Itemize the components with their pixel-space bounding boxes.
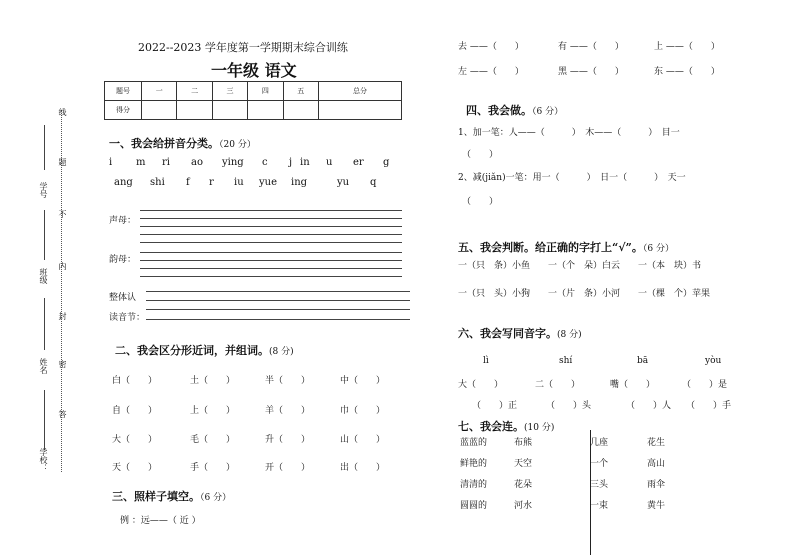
score-input-cell[interactable] [283, 101, 318, 120]
word-item[interactable]: 升（ ） [265, 435, 311, 445]
word-item[interactable]: 大（ ） [112, 435, 158, 445]
yunmu-label: 韵母： [109, 255, 137, 265]
pinyin-hint: shí [559, 356, 573, 366]
fold-char-2: 题 [58, 158, 67, 166]
match-word[interactable]: 三头 [590, 480, 609, 490]
score-cell: 总分 [319, 82, 402, 101]
score-cell: 四 [248, 82, 283, 101]
answer-line[interactable] [140, 234, 402, 235]
score-cell: 得分 [105, 101, 142, 120]
match-word[interactable]: 鲜艳的 [460, 459, 488, 469]
match-word[interactable]: 黄牛 [647, 501, 666, 511]
answer-line[interactable] [140, 242, 402, 243]
pinyin-hint: bā [637, 356, 649, 366]
antonym-item[interactable]: 黑 ——（ ） [558, 67, 624, 77]
sec4-q1-blank[interactable]: （ ） [462, 150, 499, 160]
name-blank [44, 298, 45, 350]
student-no-label: 学号 [39, 182, 48, 198]
word-item[interactable]: 土（ ） [190, 376, 236, 386]
match-word[interactable]: 雨伞 [647, 480, 666, 490]
pinyin: g [383, 157, 390, 168]
word-item[interactable]: 自（ ） [112, 406, 158, 416]
homophone-item[interactable]: （ ）正 [472, 401, 518, 411]
answer-line[interactable] [140, 268, 402, 269]
sec5-row1[interactable]: 一（只 条）小鱼 一（个 朵）白云 一（本 块）书 [458, 261, 702, 271]
homophone-item[interactable]: （ ）人 [626, 401, 672, 411]
word-item[interactable]: 中（ ） [340, 376, 386, 386]
score-cell: 二 [177, 82, 212, 101]
homophone-item[interactable]: （ ）是 [682, 380, 728, 390]
match-word[interactable]: 花生 [647, 438, 666, 448]
pinyin: ying [222, 157, 244, 168]
score-cell: 三 [212, 82, 247, 101]
score-input-cell[interactable] [177, 101, 212, 120]
sec2-title: 二、我会区分形近词，并组词。(8 分) [115, 344, 294, 357]
zhengti-label: 整体认 [109, 293, 137, 303]
answer-line[interactable] [146, 291, 410, 292]
homophone-item[interactable]: （ ）头 [546, 401, 592, 411]
word-item[interactable]: 巾（ ） [340, 406, 386, 416]
class-blank [44, 210, 45, 260]
pinyin-hint: yòu [705, 356, 722, 366]
answer-line[interactable] [140, 210, 402, 211]
answer-line[interactable] [140, 252, 402, 253]
sec3-example: 例 ：远——（ 近 ） [120, 516, 201, 526]
pinyin: iu [234, 177, 244, 188]
word-item[interactable]: 毛（ ） [190, 435, 236, 445]
score-table [104, 81, 402, 120]
sec5-row2[interactable]: 一（只 头）小狗 一（片 条）小河 一（棵 个）苹果 [458, 289, 711, 299]
matching-divider [590, 430, 591, 555]
match-word[interactable]: 花朵 [514, 480, 533, 490]
pinyin: ri [162, 157, 170, 168]
pinyin: ang [114, 177, 133, 188]
homophone-item[interactable]: 二（ ） [535, 380, 581, 390]
pinyin: m [136, 157, 146, 168]
pinyin: er [353, 157, 364, 168]
sec5-title: 五、我会判断。给正确的字打上“√”。（6 分） [458, 241, 674, 254]
match-word[interactable]: 一束 [590, 501, 609, 511]
pinyin: j [289, 157, 293, 168]
sec4-q2[interactable]: 2、减(jiǎn)一笔：用一（ ） 日一（ ） 天一 [458, 173, 686, 183]
word-item[interactable]: 天（ ） [112, 463, 158, 473]
homophone-item[interactable]: 大（ ） [458, 380, 504, 390]
antonym-item[interactable]: 上 ——（ ） [654, 42, 720, 52]
antonym-item[interactable]: 去 ——（ ） [458, 42, 524, 52]
fold-char-1: 线 [58, 108, 67, 116]
yinjie-label: 读音节： [109, 313, 146, 323]
pinyin: q [370, 177, 377, 188]
word-item[interactable]: 白（ ） [112, 376, 158, 386]
match-word[interactable]: 蓝蓝的 [460, 438, 488, 448]
class-label: 班级 [39, 268, 48, 284]
match-word[interactable]: 河水 [514, 501, 533, 511]
student-no-blank [44, 125, 45, 170]
school-blank [44, 390, 45, 450]
score-cell: 一 [142, 82, 177, 101]
match-word[interactable]: 清清的 [460, 480, 488, 490]
answer-line[interactable] [140, 260, 402, 261]
pinyin: f [186, 177, 190, 188]
shengmu-label: 声母： [109, 216, 137, 226]
exam-subtitle: 一年级 语文 [211, 61, 297, 80]
school-label: 学校： [39, 448, 48, 472]
score-input-cell[interactable] [319, 101, 402, 120]
word-item[interactable]: 羊（ ） [265, 406, 311, 416]
pinyin: ing [291, 177, 308, 188]
answer-line[interactable] [146, 319, 410, 320]
word-item[interactable]: 半（ ） [265, 376, 311, 386]
antonym-item[interactable]: 左 ——（ ） [458, 67, 524, 77]
pinyin: in [300, 157, 310, 168]
name-label: 姓名 [39, 358, 48, 374]
word-item[interactable]: 出（ ） [340, 463, 386, 473]
sec1-title: 一、我会给拼音分类。（20 分） [109, 137, 256, 150]
pinyin: shi [150, 177, 165, 188]
pinyin: yue [259, 177, 278, 188]
score-cell: 五 [283, 82, 318, 101]
sec7-title: 七、我会连。(10 分) [458, 420, 555, 433]
exam-title: 2022--2023 学年度第一学期期末综合训练 [138, 41, 348, 54]
pinyin: r [209, 177, 214, 188]
score-input-cell[interactable] [212, 101, 247, 120]
fold-char-4: 内 [58, 262, 67, 270]
homophone-item[interactable]: （ ）手 [686, 401, 732, 411]
pinyin: ao [191, 157, 203, 168]
answer-line[interactable] [140, 218, 402, 219]
antonym-item[interactable]: 东 ——（ ） [654, 67, 720, 77]
sec6-title: 六、我会写同音字。(8 分) [458, 327, 582, 340]
fold-char-3: 不 [58, 210, 67, 218]
word-item[interactable]: 手（ ） [190, 463, 236, 473]
sec4-q2-blank[interactable]: （ ） [462, 197, 499, 207]
score-cell: 题号 [105, 82, 142, 101]
sec4-title: 四、我会做。（6 分） [466, 104, 564, 117]
match-word[interactable]: 一个 [590, 459, 609, 469]
pinyin: c [262, 157, 268, 168]
score-input-cell[interactable] [142, 101, 177, 120]
answer-line[interactable] [140, 276, 402, 277]
pinyin: i [109, 157, 113, 168]
match-word[interactable]: 天空 [514, 459, 533, 469]
fold-char-5: 封 [58, 312, 67, 320]
word-item[interactable]: 开（ ） [265, 463, 311, 473]
answer-line[interactable] [146, 309, 410, 310]
match-word[interactable]: 几座 [590, 438, 609, 448]
match-word[interactable]: 圆圆的 [460, 501, 488, 511]
score-input-cell[interactable] [248, 101, 283, 120]
pinyin: yu [337, 177, 350, 188]
antonym-item[interactable]: 有 ——（ ） [558, 42, 624, 52]
pinyin-hint: lì [483, 356, 489, 366]
match-word[interactable]: 布熊 [514, 438, 533, 448]
pinyin: u [326, 157, 333, 168]
match-word[interactable]: 高山 [647, 459, 666, 469]
answer-line[interactable] [146, 300, 410, 301]
fold-char-7: 答 [58, 410, 67, 418]
answer-line[interactable] [140, 226, 402, 227]
word-item[interactable]: 山（ ） [340, 435, 386, 445]
sec3-title: 三、照样子填空。（6 分） [112, 490, 232, 503]
homophone-item[interactable]: 嘴（ ） [610, 380, 656, 390]
word-item[interactable]: 上（ ） [190, 406, 236, 416]
sec4-q1[interactable]: 1、加一笔：人——（ ） 木——（ ） 目一 [458, 128, 680, 138]
fold-char-6: 密 [58, 360, 67, 368]
